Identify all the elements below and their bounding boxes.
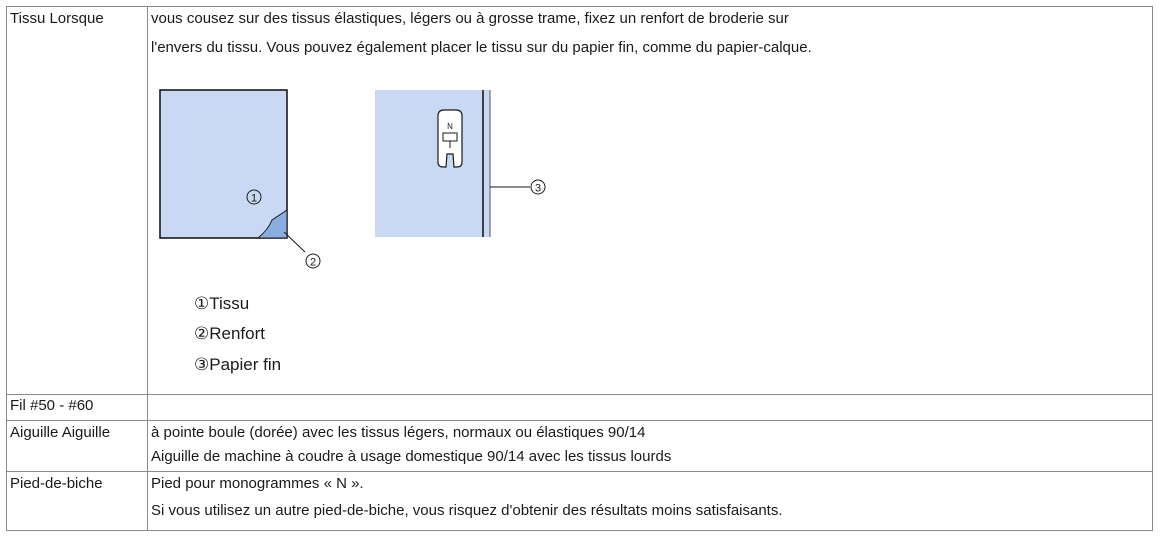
paper-backing-illustration: [365, 80, 565, 240]
fabric-panel: [160, 90, 287, 238]
fabric-on-paper: [375, 90, 490, 237]
pied-row-header: Pied-de-biche: [10, 475, 103, 492]
marker-1-number: 1: [250, 192, 258, 205]
marker-3-number: 3: [534, 182, 542, 195]
tissu-row-header: Tissu Lorsque: [10, 10, 104, 27]
tissu-text-line-2: l'envers du tissu. Vous pouvez également placer le tissu sur du papier fin, comme du papier-calque.: [151, 39, 812, 56]
row-divider: [7, 471, 1152, 472]
aiguille-text-line-1: à pointe boule (dorée) avec les tissus légers, normaux ou élastiques 90/14: [151, 424, 646, 441]
presser-foot-letter: N: [447, 122, 453, 131]
legend-item-renfort: ②Renfort: [194, 324, 265, 343]
marker-2-number: 2: [309, 256, 317, 269]
pied-text-line-1: Pied pour monogrammes « N ».: [151, 475, 364, 492]
fil-row-header: Fil #50 - #60: [10, 397, 94, 414]
fabric-reinforcement-illustration: [150, 80, 350, 280]
legend-item-tissu: ①Tissu: [194, 294, 250, 313]
column-divider: [147, 7, 148, 530]
legend-item-papier-fin: ③Papier fin: [194, 355, 282, 374]
pied-text-line-2: Si vous utilisez un autre pied-de-biche, vous risquez d'obtenir des résultats moins satisfaisants.: [151, 502, 783, 519]
leader-line-2: [284, 232, 305, 252]
row-divider: [7, 394, 1152, 395]
tissu-text-line-1: vous cousez sur des tissus élastiques, légers ou à grosse trame, fixez un renfort de broderie sur: [151, 10, 789, 27]
aiguille-row-header: Aiguille Aiguille: [10, 424, 111, 441]
aiguille-text-line-2: Aiguille de machine à coudre à usage domestique 90/14 avec les tissus lourds: [151, 448, 672, 465]
row-divider: [7, 420, 1152, 421]
